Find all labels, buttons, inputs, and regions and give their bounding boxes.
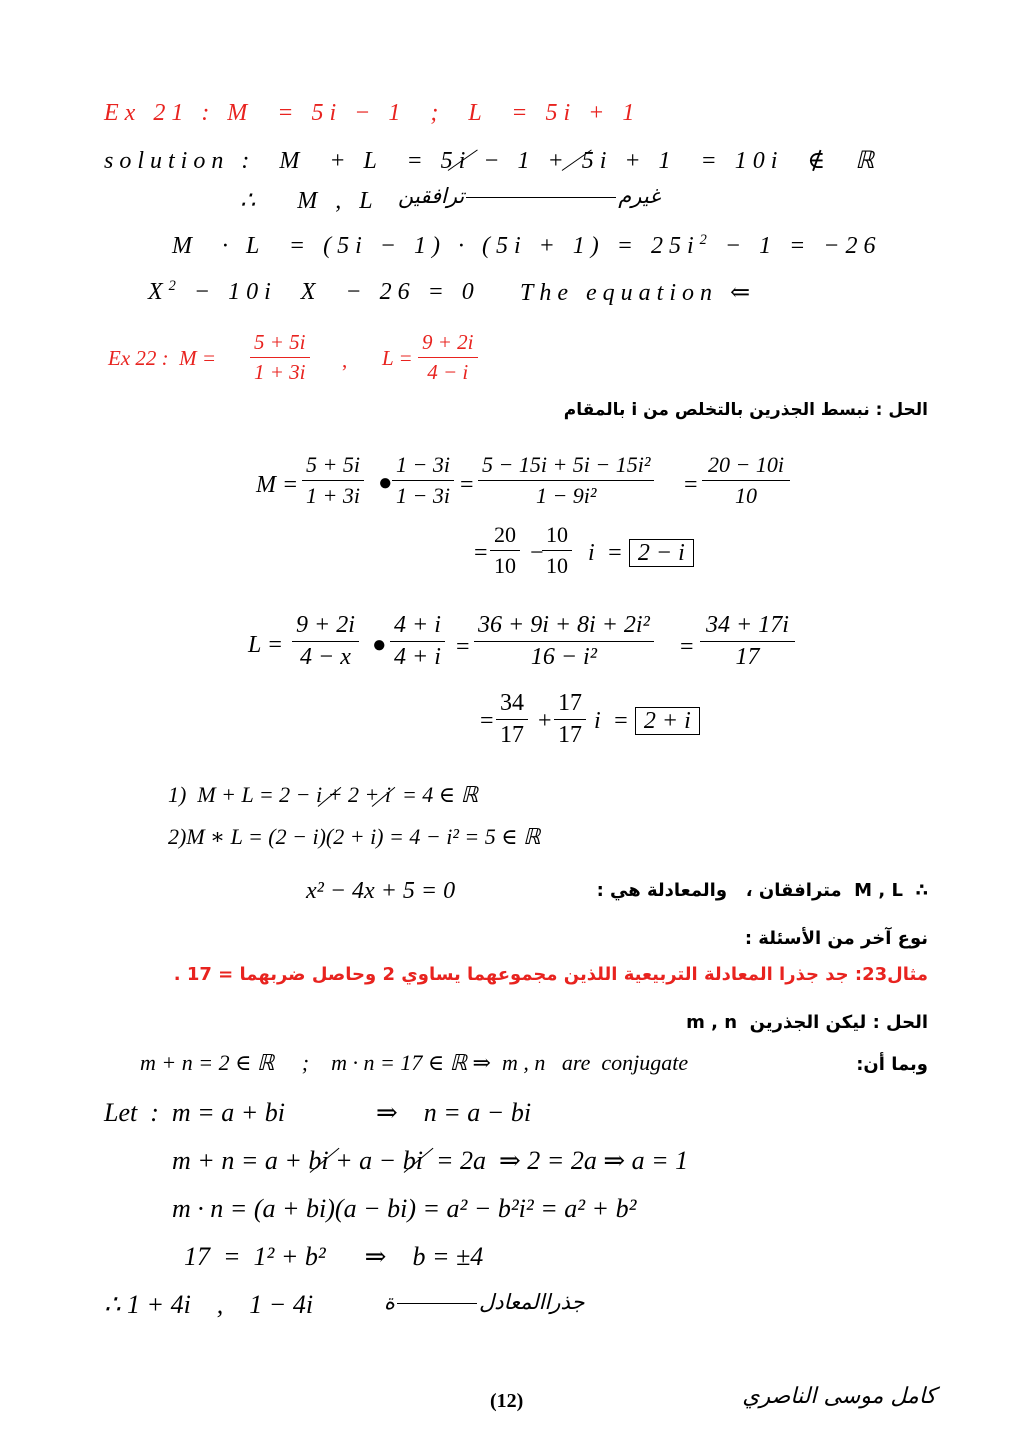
- m-f2-num: 1 − 3i: [392, 452, 454, 481]
- ex21-solution-line: solution : M + L = 5i − 1 + 5i + 1 = 10i ∉ ℝ: [104, 148, 881, 174]
- ex23-since-math: m + n = 2 ∈ ℝ ; m · n = 17 ∈ ℝ ⇒ m , n are conjugate: [140, 1050, 689, 1075]
- ex22-l-fraction: [418, 330, 478, 385]
- m-calc-fraction-2: [392, 452, 454, 509]
- l-result-box: 2 + i: [635, 707, 700, 735]
- ex23-solution-heading: الحل : ليكن الجذرين m , n: [686, 1012, 928, 1033]
- ex23-product-line: m · n = (a + bi)(a − bi) = a² − b²i² = a² + b²: [172, 1194, 637, 1223]
- page-number: (12): [490, 1390, 524, 1412]
- l-result-fraction-1: [496, 690, 528, 749]
- m-f4-num: 20 − 10i: [702, 452, 790, 481]
- l-r1-den: 17: [500, 722, 524, 748]
- m-r2-num: 10: [542, 522, 572, 551]
- bullet-operator: ●: [378, 470, 393, 496]
- ex21-conclusion-word: [398, 184, 660, 208]
- ex23-roots-line: ∴ 1 + 4i , 1 − 4i: [104, 1290, 314, 1319]
- ex21-product-tail: − 1 = −26: [712, 233, 882, 259]
- l-r2-num: 17: [554, 690, 586, 720]
- equals-sign: =: [680, 634, 694, 660]
- l-f4-num: 34 + 17i: [700, 612, 795, 642]
- ex22-label: Ex 22 : M =: [108, 346, 217, 370]
- ex21-heading: Ex 21 : M = 5i − 1 ; L = 5i + 1: [104, 100, 641, 126]
- l-f3-num: 36 + 9i + 8i + 2i²: [474, 612, 654, 642]
- m-calc-fraction-3: [478, 452, 654, 509]
- m-result-fraction-1: [490, 522, 520, 579]
- author-signature: كامل موسى الناصري: [742, 1384, 936, 1409]
- l-calc-fraction-2: [390, 612, 445, 671]
- l-f1-den: 4 − x: [300, 644, 351, 670]
- ex21-word-a: غيرم: [618, 184, 661, 208]
- bullet-operator: ●: [372, 632, 387, 658]
- ex22-product-line: 2)M ∗ L = (2 − i)(2 + i) = 4 − i² = 5 ∈ ℝ: [168, 824, 541, 849]
- plus-sign: +: [538, 708, 552, 734]
- equals-sign: =: [474, 540, 488, 566]
- l-calc-fraction-4: [700, 612, 795, 671]
- m-result: i = 2 − i: [588, 540, 694, 567]
- l-result: i = 2 + i: [594, 708, 700, 735]
- ex21-eq-x: X: [148, 279, 169, 305]
- m-calc-lhs: M =: [256, 472, 299, 498]
- minus-sign: −: [530, 540, 544, 566]
- ex22-sum-line: 1) M + L = 2 − i + 2 + i = 4 ∈ ℝ: [168, 782, 478, 807]
- m-f1-den: 1 + 3i: [306, 483, 360, 508]
- ex23-roots-label: [384, 1290, 585, 1314]
- ex22-m-fraction: [250, 330, 310, 385]
- ex23-sum-line: m + n = a + bi + a − bi = 2a ⇒ 2 = 2a ⇒ a = 1: [172, 1146, 689, 1175]
- l-r1-num: 34: [496, 690, 528, 720]
- ex23-solve-line: 17 = 1² + b² ⇒ b = ±4: [184, 1242, 484, 1271]
- m-f3-num: 5 − 15i + 5i − 15i²: [478, 452, 654, 481]
- m-f1-num: 5 + 5i: [302, 452, 364, 481]
- ex21-equation-line: $X^2 - 10i$ X − 26 = 0: [148, 278, 480, 305]
- l-result-fraction-2: [554, 690, 586, 749]
- m-f3-den: 1 − 9i²: [535, 483, 597, 508]
- ex22-m-den: 1 + 3i: [254, 360, 306, 384]
- m-calc-fraction-4: [702, 452, 790, 509]
- ex22-conclusion: ∴ M , L مترافقان ، والمعادلة هي :: [596, 880, 928, 901]
- ex23-roots-word-a: جذراالمعادل: [479, 1290, 585, 1314]
- m-r1-den: 10: [494, 553, 516, 578]
- ex22-solution-heading: الحل : نبسط الجذرين بالتخلص من i بالمقام: [563, 400, 928, 420]
- ex23-since-label: وبما أن:: [856, 1054, 928, 1075]
- ex23-question: مثال23: جد جذرا المعادلة التربيعية اللذين مجموعهما يساوي 2 وحاصل ضربهما = 17 .: [173, 964, 928, 985]
- ex22-m-num: 5 + 5i: [250, 330, 310, 358]
- l-f1-num: 9 + 2i: [292, 612, 359, 642]
- ex22-l-label: L =: [382, 346, 413, 370]
- ex21-conclusion-math: ∴ M , L: [240, 188, 379, 214]
- equals-sign: =: [460, 472, 474, 498]
- equals-sign: =: [684, 472, 698, 498]
- m-r2-den: 10: [546, 553, 568, 578]
- equals-sign: =: [480, 708, 494, 734]
- l-r2-den: 17: [558, 722, 582, 748]
- m-calc-fraction-1: [302, 452, 364, 509]
- equals-sign: =: [456, 634, 470, 660]
- ex23-roots-word-b: ة: [384, 1290, 396, 1314]
- ex22-l-num: 9 + 2i: [418, 330, 478, 358]
- m-f2-den: 1 − 3i: [396, 483, 450, 508]
- l-f2-den: 4 + i: [394, 644, 441, 670]
- ex23-let-line: Let : m = a + bi ⇒ n = a − bi: [104, 1098, 532, 1127]
- l-calc-fraction-3: [474, 612, 654, 671]
- other-question-type-heading: نوع آخر من الأسئلة :: [744, 928, 928, 949]
- ex21-eq-mid: − 10i X − 26 = 0: [181, 279, 480, 305]
- ex21-product-main: M · L = (5i − 1) · (5i + 1) = 25i: [172, 233, 700, 259]
- ex21-word-b: ترافقين: [398, 184, 465, 208]
- m-f4-den: 10: [734, 483, 757, 508]
- m-result-fraction-2: [542, 522, 572, 579]
- l-calc-fraction-1: [292, 612, 359, 671]
- m-result-box: 2 − i: [629, 539, 694, 567]
- l-calc-lhs: L =: [248, 632, 284, 658]
- l-f3-den: 16 − i²: [530, 644, 597, 670]
- l-f2-num: 4 + i: [390, 612, 445, 642]
- ex22-final-equation: x² − 4x + 5 = 0: [306, 878, 456, 904]
- ex22-comma: ,: [342, 348, 348, 372]
- ex21-equation-label: The equation ⇐: [520, 280, 757, 306]
- m-r1-num: 20: [490, 522, 520, 551]
- ex22-l-den: 4 − i: [427, 360, 469, 384]
- l-f4-den: 17: [735, 644, 760, 670]
- ex21-product-line: $M \cdot L = (5i - 1) \cdot (5i + 1) = 25i^2 - 1 = -26$: [172, 232, 882, 259]
